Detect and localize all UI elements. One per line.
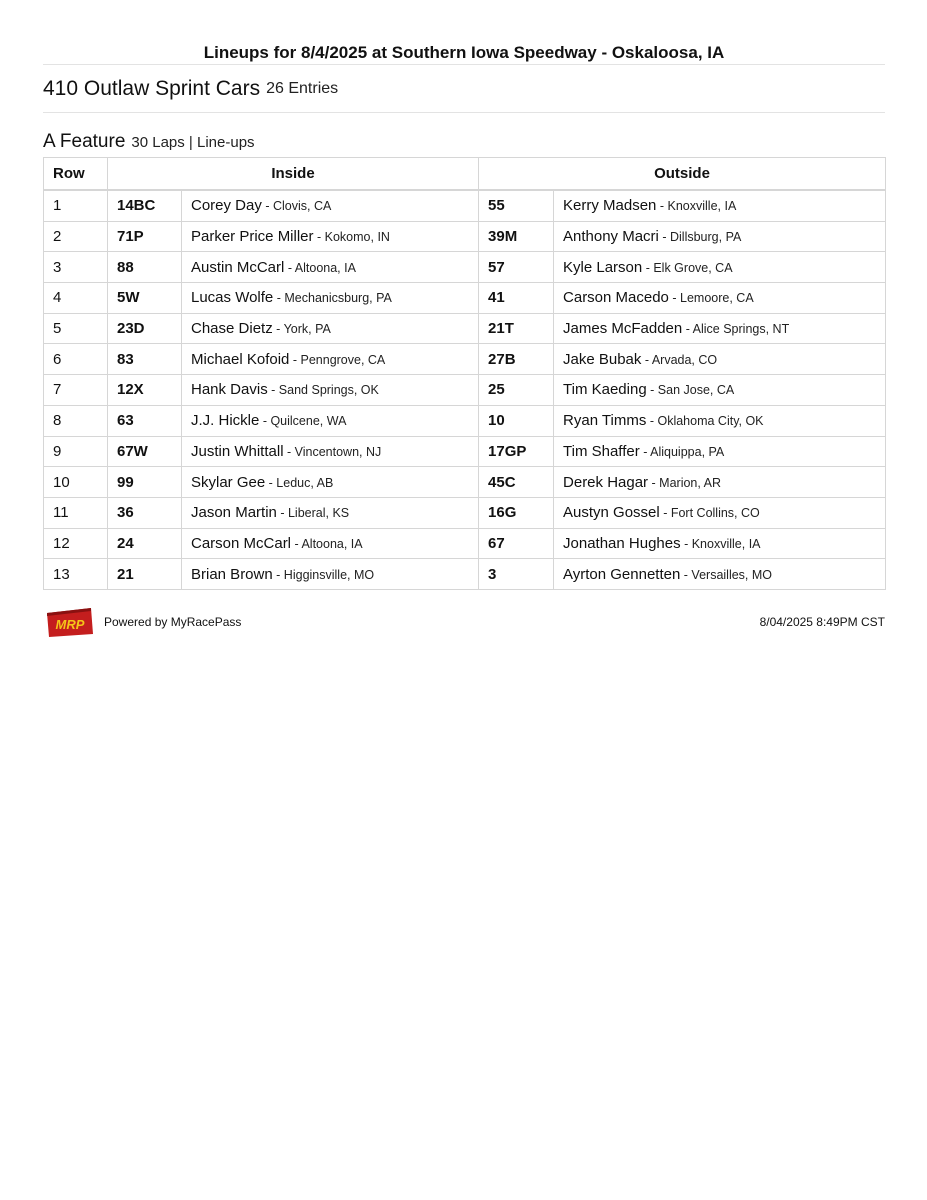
- inside-driver-cell: [182, 190, 479, 221]
- table-row: [44, 375, 886, 406]
- inside-car-number: 36: [108, 497, 182, 528]
- outside-driver-hometown: - Elk Grove, CA: [642, 260, 733, 275]
- outside-car-number: 55: [479, 190, 554, 221]
- row-number: 8: [44, 405, 108, 436]
- outside-car-number: 25: [479, 375, 554, 406]
- inside-driver-hometown: - Vincentown, NJ: [283, 444, 382, 459]
- class-entry-count: 26 Entries: [266, 79, 339, 97]
- inside-driver-name: Skylar Gee: [191, 473, 266, 491]
- outside-driver-cell: [554, 559, 886, 590]
- outside-driver-name: Kerry Madsen: [563, 197, 657, 215]
- lineup-body: [44, 190, 886, 589]
- inside-car-number: 67W: [108, 436, 182, 467]
- outside-driver-hometown: - Knoxville, IA: [656, 199, 737, 214]
- inside-driver-hometown: - Kokomo, IN: [313, 230, 390, 245]
- outside-driver-name: Ryan Timms: [563, 412, 647, 430]
- feature-name: A Feature: [43, 131, 126, 152]
- row-number: 1: [44, 190, 108, 221]
- outside-driver-hometown: - Alice Springs, NT: [682, 322, 790, 337]
- inside-driver-hometown: - Clovis, CA: [261, 199, 332, 214]
- logo-text: MRP: [55, 616, 85, 632]
- outside-car-number: 3: [479, 559, 554, 590]
- outside-driver-name: Austyn Gossel: [563, 504, 660, 522]
- outside-driver-name: James McFadden: [563, 320, 683, 338]
- row-number: 10: [44, 467, 108, 498]
- inside-driver-cell: [182, 283, 479, 314]
- inside-driver-cell: [182, 467, 479, 498]
- table-row: [44, 405, 886, 436]
- outside-driver-hometown: - Fort Collins, CO: [659, 506, 760, 521]
- row-number: 9: [44, 436, 108, 467]
- row-number: 4: [44, 283, 108, 314]
- outside-driver-cell: [554, 283, 886, 314]
- inside-driver-cell: [182, 313, 479, 344]
- outside-driver-name: Ayrton Gennetten: [563, 565, 681, 583]
- footer-branding: [43, 605, 241, 639]
- lineup-table: [43, 157, 886, 590]
- outside-car-number: 17GP: [479, 436, 554, 467]
- page-title: Lineups for 8/4/2025 at Southern Iowa Speedway - Oskaloosa, IA: [43, 0, 885, 65]
- inside-car-number: 24: [108, 528, 182, 559]
- outside-driver-cell: [554, 252, 886, 283]
- inside-driver-name: Michael Kofoid: [191, 350, 290, 368]
- table-row: [44, 344, 886, 375]
- inside-driver-hometown: - York, PA: [272, 322, 331, 337]
- row-column-header: Row: [44, 158, 108, 191]
- inside-driver-hometown: - Quilcene, WA: [259, 414, 347, 429]
- inside-driver-cell: [182, 375, 479, 406]
- outside-driver-cell: [554, 467, 886, 498]
- inside-driver-name: Brian Brown: [191, 565, 273, 583]
- outside-driver-name: Jonathan Hughes: [563, 534, 681, 552]
- inside-driver-name: Jason Martin: [191, 504, 277, 522]
- feature-info: 30 Laps | Line-ups: [131, 133, 255, 151]
- table-row: [44, 467, 886, 498]
- class-name: 410 Outlaw Sprint Cars: [43, 76, 261, 100]
- inside-driver-hometown: - Leduc, AB: [265, 475, 334, 490]
- outside-driver-name: Kyle Larson: [563, 258, 643, 276]
- inside-driver-name: Austin McCarl: [191, 258, 285, 276]
- outside-driver-cell: [554, 221, 886, 252]
- inside-car-number: 12X: [108, 375, 182, 406]
- inside-driver-cell: [182, 559, 479, 590]
- inside-driver-hometown: - Mechanicsburg, PA: [273, 291, 392, 306]
- outside-driver-hometown: - Lemoore, CA: [668, 291, 754, 306]
- outside-car-number: 10: [479, 405, 554, 436]
- outside-car-number: 57: [479, 252, 554, 283]
- inside-car-number: 14BC: [108, 190, 182, 221]
- outside-driver-name: Anthony Macri: [563, 228, 659, 246]
- inside-driver-name: Chase Dietz: [191, 320, 273, 338]
- row-number: 13: [44, 559, 108, 590]
- inside-driver-name: Carson McCarl: [191, 534, 292, 552]
- inside-driver-name: Justin Whittall: [191, 442, 284, 460]
- outside-car-number: 16G: [479, 497, 554, 528]
- outside-car-number: 27B: [479, 344, 554, 375]
- table-row: [44, 559, 886, 590]
- outside-driver-hometown: - San Jose, CA: [646, 383, 735, 398]
- row-number: 2: [44, 221, 108, 252]
- inside-driver-hometown: - Higginsville, MO: [272, 567, 375, 582]
- row-number: 6: [44, 344, 108, 375]
- row-number: 7: [44, 375, 108, 406]
- row-number: 5: [44, 313, 108, 344]
- inside-driver-cell: [182, 221, 479, 252]
- outside-driver-cell: [554, 497, 886, 528]
- inside-driver-name: Parker Price Miller: [191, 228, 314, 246]
- footer: [43, 604, 885, 640]
- outside-driver-cell: [554, 313, 886, 344]
- inside-driver-cell: [182, 436, 479, 467]
- report-timestamp: 8/04/2025 8:49PM CST: [759, 614, 885, 629]
- outside-driver-hometown: - Aliquippa, PA: [639, 444, 725, 459]
- outside-driver-name: Tim Shaffer: [563, 442, 640, 460]
- inside-driver-hometown: - Liberal, KS: [276, 506, 350, 521]
- row-number: 11: [44, 497, 108, 528]
- inside-car-number: 83: [108, 344, 182, 375]
- inside-car-number: 23D: [108, 313, 182, 344]
- outside-driver-hometown: - Versailles, MO: [680, 567, 773, 582]
- inside-driver-hometown: - Sand Springs, OK: [267, 383, 379, 398]
- inside-car-number: 88: [108, 252, 182, 283]
- table-row: [44, 436, 886, 467]
- inside-car-number: 63: [108, 405, 182, 436]
- table-header-row: [44, 158, 886, 191]
- outside-driver-cell: [554, 528, 886, 559]
- row-number: 12: [44, 528, 108, 559]
- outside-driver-name: Carson Macedo: [563, 289, 669, 307]
- outside-driver-hometown: - Knoxville, IA: [680, 536, 761, 551]
- outside-driver-hometown: - Dillsburg, PA: [658, 230, 742, 245]
- inside-driver-cell: [182, 344, 479, 375]
- inside-car-number: 71P: [108, 221, 182, 252]
- inside-car-number: 21: [108, 559, 182, 590]
- inside-column-header: Inside: [108, 158, 479, 191]
- outside-car-number: 41: [479, 283, 554, 314]
- inside-driver-name: J.J. Hickle: [191, 412, 260, 430]
- row-number: 3: [44, 252, 108, 283]
- inside-driver-hometown: - Penngrove, CA: [289, 352, 386, 367]
- inside-driver-cell: [182, 405, 479, 436]
- inside-driver-cell: [182, 252, 479, 283]
- inside-driver-cell: [182, 497, 479, 528]
- table-row: [44, 221, 886, 252]
- outside-driver-hometown: - Marion, AR: [648, 475, 721, 490]
- table-row: [44, 497, 886, 528]
- outside-driver-cell: [554, 344, 886, 375]
- inside-driver-hometown: - Altoona, IA: [291, 536, 363, 551]
- inside-driver-name: Hank Davis: [191, 381, 268, 399]
- outside-driver-cell: [554, 375, 886, 406]
- table-row: [44, 190, 886, 221]
- outside-driver-hometown: - Arvada, CO: [641, 352, 718, 367]
- inside-driver-name: Lucas Wolfe: [191, 289, 274, 307]
- outside-driver-cell: [554, 190, 886, 221]
- powered-by-text: Powered by MyRacePass: [104, 614, 242, 629]
- outside-driver-name: Jake Bubak: [563, 350, 642, 368]
- inside-car-number: 99: [108, 467, 182, 498]
- myracepass-logo: [43, 605, 95, 639]
- table-row: [44, 283, 886, 314]
- table-row: [44, 252, 886, 283]
- outside-driver-name: Tim Kaeding: [563, 381, 647, 399]
- outside-column-header: Outside: [479, 158, 886, 191]
- outside-driver-cell: [554, 436, 886, 467]
- table-row: [44, 528, 886, 559]
- outside-car-number: 45C: [479, 467, 554, 498]
- outside-car-number: 67: [479, 528, 554, 559]
- outside-driver-name: Derek Hagar: [563, 473, 649, 491]
- feature-header: [43, 127, 885, 157]
- class-header: [43, 65, 885, 113]
- inside-car-number: 5W: [108, 283, 182, 314]
- outside-driver-hometown: - Oklahoma City, OK: [646, 414, 764, 429]
- outside-car-number: 39M: [479, 221, 554, 252]
- inside-driver-name: Corey Day: [191, 197, 262, 215]
- outside-driver-cell: [554, 405, 886, 436]
- table-row: [44, 313, 886, 344]
- outside-car-number: 21T: [479, 313, 554, 344]
- lineup-document: [43, 0, 885, 640]
- inside-driver-hometown: - Altoona, IA: [284, 260, 356, 275]
- inside-driver-cell: [182, 528, 479, 559]
